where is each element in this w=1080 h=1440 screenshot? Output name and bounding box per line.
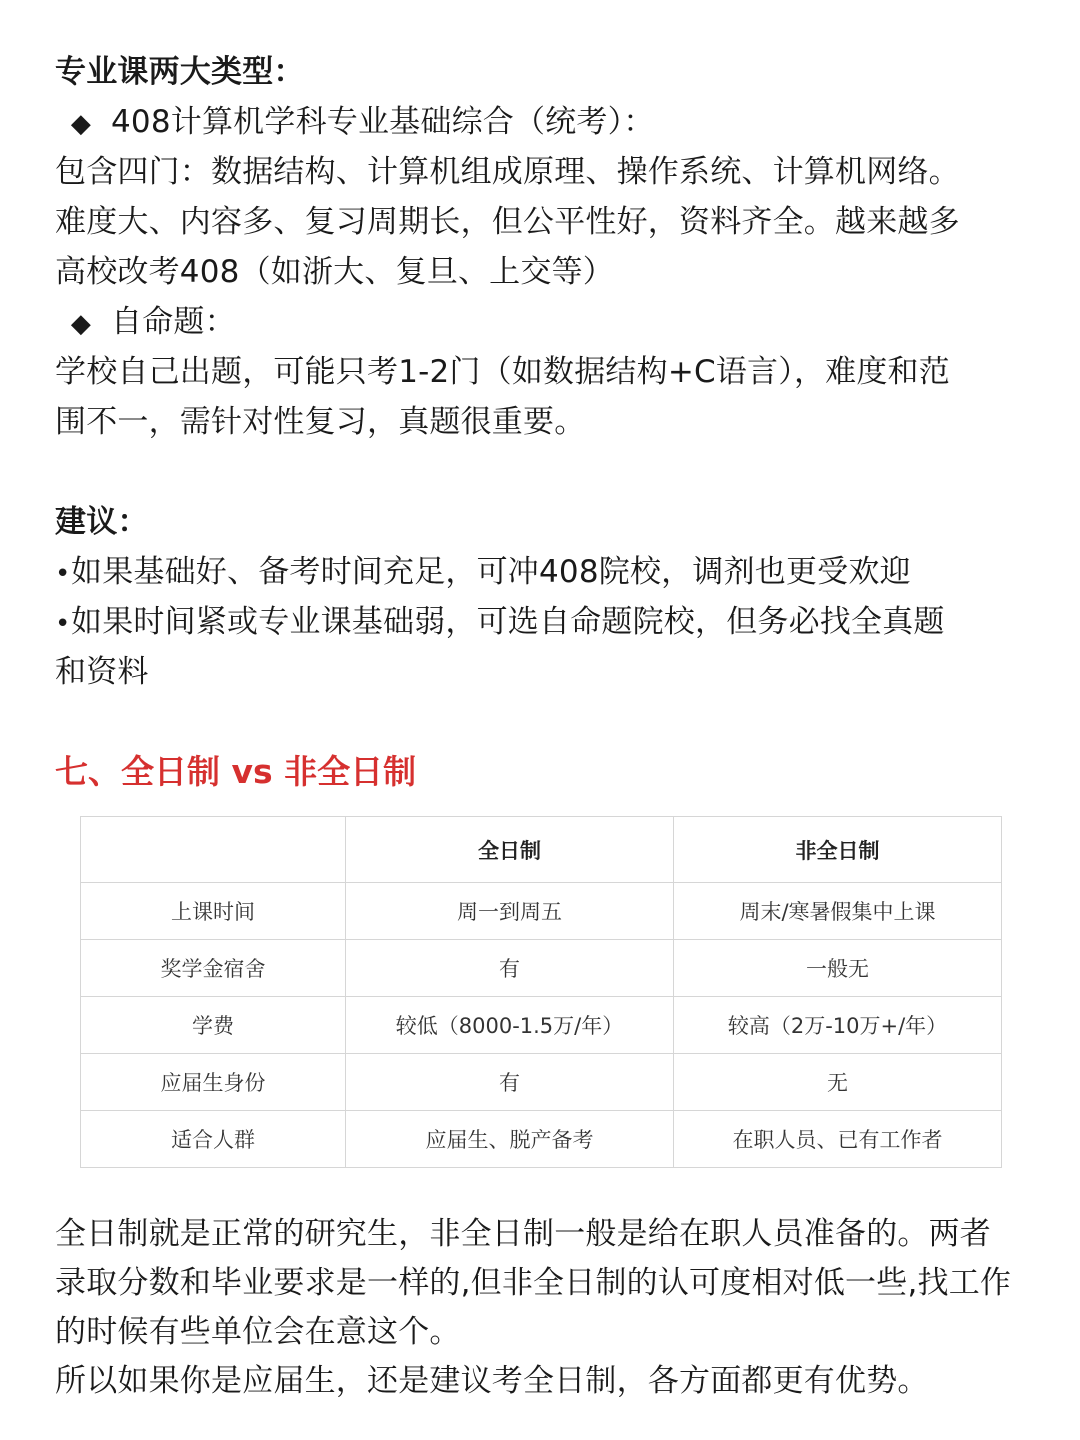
table-cell: 在职人员、已有工作者: [674, 1111, 1002, 1168]
type1-line: 高校改考408（如浙大、复旦、上交等）: [55, 254, 614, 290]
type1-line: 难度大、内容多、复习周期长，但公平性好，资料齐全。越来越多: [55, 204, 960, 240]
table-header-cell: [81, 817, 346, 883]
comparison-table: [80, 816, 1002, 1168]
table-row: [81, 1111, 1002, 1168]
table-cell: 适合人群: [81, 1111, 346, 1168]
table-cell: 一般无: [674, 940, 1002, 997]
section-heading-fulltime-vs-parttime: 七、全日制 vs 非全日制: [55, 752, 417, 791]
diamond-bullet-icon: ◆: [70, 309, 92, 339]
table-row: [81, 883, 1002, 940]
table-header-cell: 非全日制: [674, 817, 1002, 883]
table-cell: 有: [346, 940, 674, 997]
table-header-row: [81, 817, 1002, 883]
conclusion-line: 的时候有些单位会在意这个。: [55, 1314, 461, 1350]
type1-heading-line: [55, 97, 654, 149]
section-title-course-types: 专业课两大类型：: [55, 54, 305, 90]
type2-heading-line: [55, 297, 236, 349]
dot-bullet-icon: •: [55, 609, 71, 639]
table-cell: 学费: [81, 997, 346, 1054]
table-cell: 无: [674, 1054, 1002, 1111]
diamond-bullet-icon: ◆: [70, 109, 92, 139]
advice-item-continuation: 和资料: [55, 654, 149, 690]
table-row: [81, 940, 1002, 997]
advice-item-text: 如果时间紧或专业课基础弱，可选自命题院校，但务必找全真题: [71, 604, 945, 640]
conclusion-line: 录取分数和毕业要求是一样的,但非全日制的认可度相对低一些,找工作: [55, 1265, 1012, 1301]
conclusion-line: 所以如果你是应届生，还是建议考全日制，各方面都更有优势。: [55, 1363, 929, 1399]
type2-line: 围不一，需针对性复习，真题很重要。: [55, 404, 586, 440]
advice-item: [55, 597, 945, 649]
advice-item-text: 如果基础好、备考时间充足，可冲408院校，调剂也更受欢迎: [71, 554, 911, 590]
table-header-cell: 全日制: [346, 817, 674, 883]
table-row: [81, 1054, 1002, 1111]
advice-title: 建议：: [55, 504, 149, 540]
table-cell: 周末/寒暑假集中上课: [674, 883, 1002, 940]
type2-line: 学校自己出题，可能只考1-2门（如数据结构+C语言），难度和范: [55, 354, 950, 390]
dot-bullet-icon: •: [55, 559, 71, 589]
conclusion-line: 全日制就是正常的研究生，非全日制一般是给在职人员准备的。两者: [55, 1216, 991, 1252]
type1-heading: 408计算机学科专业基础综合（统考）：: [111, 104, 655, 140]
table-cell: 上课时间: [81, 883, 346, 940]
table-cell: 应届生、脱产备考: [346, 1111, 674, 1168]
table-cell: 较低（8000-1.5万/年）: [346, 997, 674, 1054]
type2-heading: 自命题：: [111, 304, 236, 340]
table-cell: 应届生身份: [81, 1054, 346, 1111]
table-row: [81, 997, 1002, 1054]
table-cell: 奖学金宿舍: [81, 940, 346, 997]
table-cell: 较高（2万-10万+/年）: [674, 997, 1002, 1054]
advice-item: [55, 547, 911, 599]
type1-line: 包含四门：数据结构、计算机组成原理、操作系统、计算机网络。: [55, 154, 960, 190]
table-cell: 周一到周五: [346, 883, 674, 940]
table-cell: 有: [346, 1054, 674, 1111]
